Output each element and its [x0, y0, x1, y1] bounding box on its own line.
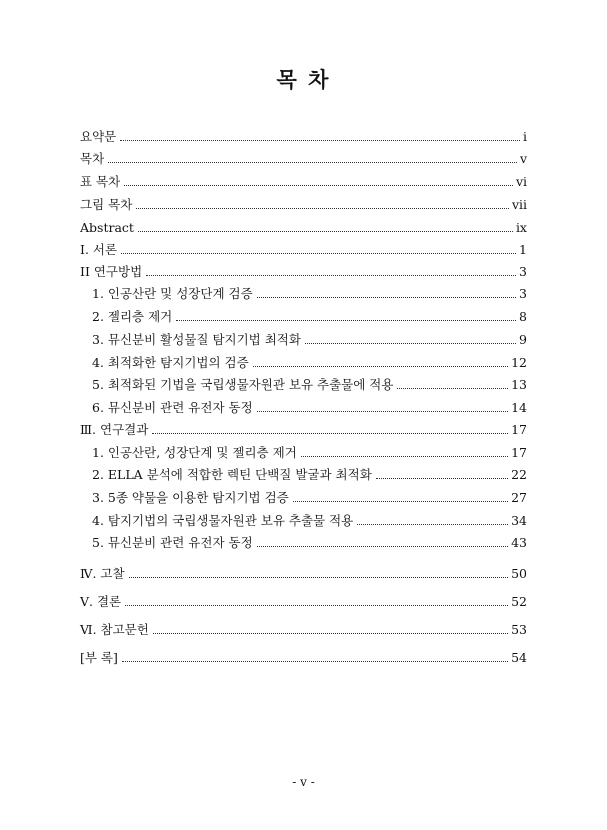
toc-entry	[80, 533, 527, 553]
toc-entry	[80, 564, 527, 584]
toc-dot-leader	[357, 523, 508, 525]
toc-dot-leader	[138, 230, 513, 232]
toc-dot-leader	[257, 410, 508, 412]
toc-entry-label: 그림 목차	[80, 197, 133, 212]
toc-entry-page: 3	[519, 264, 527, 279]
toc-entry	[80, 149, 527, 169]
toc-entry-page: 12	[511, 355, 527, 370]
toc-dot-leader	[108, 161, 517, 163]
toc-entry-label: II 연구방법	[80, 264, 143, 279]
toc-entry-label: 2. 젤리층 제거	[92, 309, 173, 324]
toc-dot-leader	[121, 252, 516, 254]
toc-entry	[80, 127, 527, 147]
toc-entry-page: 1	[519, 242, 527, 257]
toc-dot-leader	[376, 477, 508, 479]
toc-entry-page: 17	[511, 445, 527, 460]
toc-dot-leader	[397, 387, 508, 389]
toc-dot-leader	[136, 207, 509, 209]
toc-entry-label: Ⅵ. 참고문헌	[80, 622, 149, 637]
toc-entry-label: 3. 뮤신분비 활성물질 탐지기법 최적화	[92, 332, 301, 347]
toc-entry	[80, 465, 527, 485]
toc-dot-leader	[122, 660, 508, 662]
toc-entry	[80, 592, 527, 612]
page-title: 목 차	[276, 67, 331, 92]
toc-entry-label: 3. 5종 약물을 이용한 탐지기법 검증	[92, 490, 289, 505]
toc-entry	[80, 375, 527, 395]
toc-dot-leader	[257, 296, 516, 298]
toc-entry	[80, 511, 527, 531]
toc-entry-label: 4. 최적화한 탐지기법의 검증	[92, 355, 249, 370]
toc-entry-page: 9	[519, 332, 527, 347]
toc-entry	[80, 330, 527, 350]
toc-entry-label: 2. ELLA 분석에 적합한 렉틴 단백질 발굴과 최적화	[92, 467, 372, 482]
toc-entry-page: 43	[511, 535, 527, 550]
toc-entry-label: 5. 최적화된 기법을 국립생물자원관 보유 추출물에 적용	[92, 377, 394, 392]
toc-entry	[80, 488, 527, 508]
toc-entry	[80, 443, 527, 463]
toc-dot-leader	[301, 455, 508, 457]
toc-dot-leader	[305, 342, 516, 344]
toc-entry-label: 6. 뮤신분비 관련 유전자 동정	[92, 400, 253, 415]
toc-entry-page: 13	[511, 377, 527, 392]
toc-entry-page: 52	[511, 594, 527, 609]
toc-entry-page: 53	[511, 622, 527, 637]
toc-entry-page: vi	[515, 174, 527, 189]
toc-entry-page: 22	[511, 467, 527, 482]
toc-dot-leader	[129, 576, 509, 578]
toc-dot-leader	[125, 604, 508, 606]
toc-entry-label: 5. 뮤신분비 관련 유전자 동정	[92, 535, 253, 550]
toc-entry	[80, 620, 527, 640]
toc-dot-leader	[153, 632, 508, 634]
toc-dot-leader	[257, 545, 508, 547]
toc-entry-page: 54	[511, 650, 527, 665]
toc-entry	[80, 307, 527, 327]
toc-dot-leader	[253, 365, 508, 367]
toc-entry-label: 1. 인공산란, 성장단계 및 젤리층 제거	[92, 445, 297, 460]
toc-entry	[80, 420, 527, 440]
toc-dot-leader	[152, 432, 508, 434]
toc-entry-page: 14	[511, 400, 527, 415]
page-number-footer: - v -	[292, 775, 315, 789]
toc-entry	[80, 648, 527, 668]
toc-entry-label: 4. 탐지기법의 국립생물자원관 보유 추출물 적용	[92, 513, 354, 528]
toc-dot-leader	[120, 139, 520, 141]
toc-entry	[80, 172, 527, 192]
toc-dot-leader	[176, 319, 516, 321]
toc-entry	[80, 195, 527, 215]
toc-entry	[80, 262, 527, 282]
toc-entry-page: ix	[515, 220, 527, 235]
toc-entry-label: Abstract	[80, 220, 134, 235]
toc-entry	[80, 353, 527, 373]
toc-entry-label: Ⅳ. 고찰	[80, 566, 125, 581]
toc-entry	[80, 284, 527, 304]
toc-entry-label: Ⅲ. 연구결과	[80, 422, 149, 437]
toc-entry-page: 17	[511, 422, 527, 437]
toc-entry	[80, 218, 527, 238]
toc-entry-page: 27	[511, 490, 527, 505]
toc-entry	[80, 240, 527, 260]
toc-dot-leader	[293, 500, 508, 502]
toc-entry-label: 표 목차	[80, 174, 121, 189]
toc-entry	[80, 398, 527, 418]
toc-entry-page: 3	[519, 286, 527, 301]
toc-entry-label: 1. 인공산란 및 성장단계 검증	[92, 286, 253, 301]
toc-entry-page: 34	[511, 513, 527, 528]
toc-entry-page: 8	[519, 309, 527, 324]
toc-entry-page: 50	[511, 566, 527, 581]
toc-dot-leader	[146, 274, 516, 276]
toc-entry-label: I. 서론	[80, 242, 118, 257]
toc-entry-page: i	[523, 129, 527, 144]
toc-entry-page: v	[519, 151, 527, 166]
toc-entry-label: 목차	[80, 151, 105, 166]
toc-entry-label: 요약문	[80, 129, 117, 144]
toc-entry-label: Ⅴ. 결론	[80, 594, 122, 609]
toc-entry-page: vii	[511, 197, 527, 212]
toc-dot-leader	[124, 184, 513, 186]
toc-entry-label: [부 록]	[80, 650, 118, 665]
